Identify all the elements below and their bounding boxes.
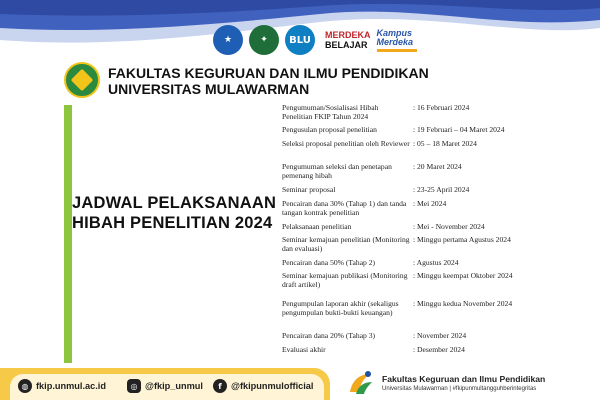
merdeka-belajar-logo: MERDEKA BELAJAR [325,30,371,50]
instagram-link[interactable]: ◎ @fkip_unmul [127,379,203,393]
website-link[interactable]: ◍ fkip.unmul.ac.id [18,379,106,393]
accent-bar [64,105,72,363]
faculty-heading [108,65,429,97]
page-title: JADWAL PELAKSANAAN HIBAH PENELITIAN 2024 [72,194,277,232]
facebook-link[interactable]: f @fkipunmulofficial [213,379,313,393]
footer-brand-name: Fakultas Keguruan dan Ilmu Pendidikan [382,374,546,384]
kampus-merdeka-logo: Kampus Merdeka [377,29,417,52]
tut-wuri-logo-icon: ★ [213,25,243,55]
blu-logo: BLU [285,25,315,55]
partner-logos [213,23,417,57]
globe-icon: ◍ [18,379,32,393]
fkip-brand-logo-icon [346,368,376,398]
facebook-icon: f [213,379,227,393]
footer-brand-sub: Universitas Mulawarman | #fkipunmultangguhberintegritas [382,386,537,392]
unmul-logo-icon: ✦ [249,25,279,55]
university-name: UNIVERSITAS MULAWARMAN [108,81,310,97]
fkip-emblem-icon [64,62,100,98]
footer-brand [346,368,545,398]
instagram-icon: ◎ [127,379,141,393]
faculty-name: FAKULTAS KEGURUAN DAN ILMU PENDIDIKAN [108,65,429,81]
